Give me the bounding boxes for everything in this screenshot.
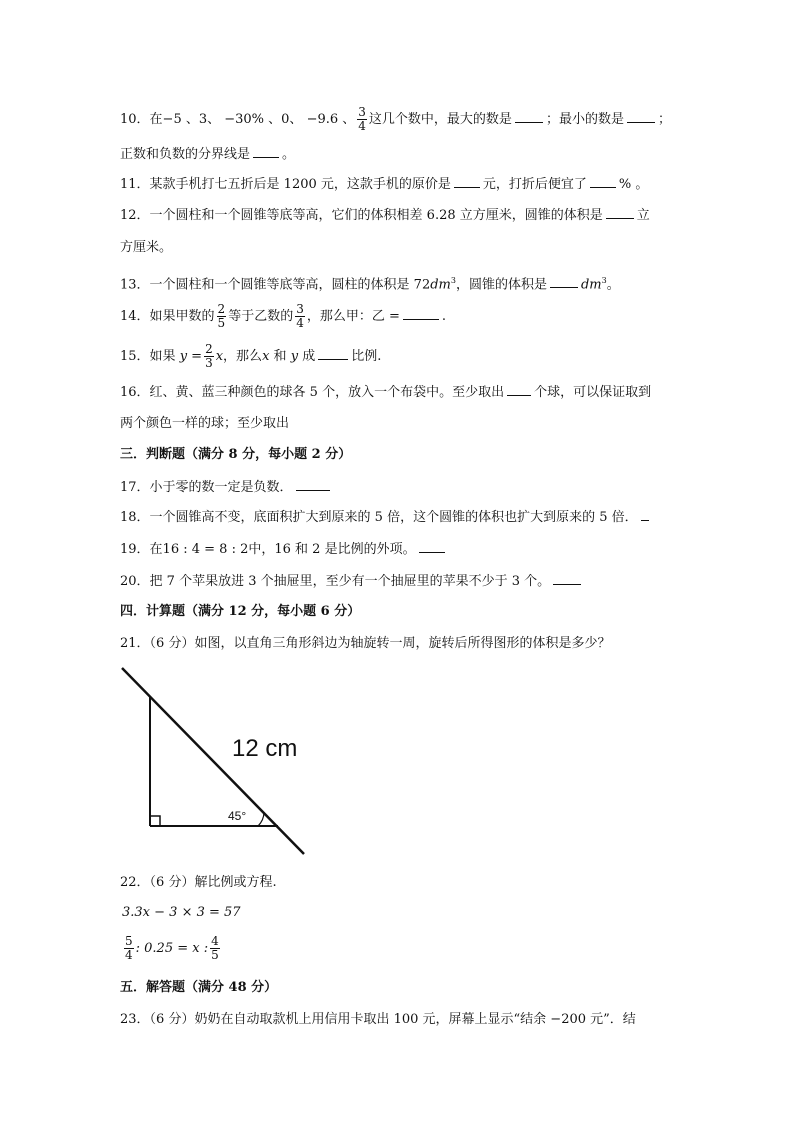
question-12: 12．一个圆柱和一个圆锥等底等高，它们的体积相差 6.28 立方厘米，圆锥的体积是 立 <box>120 208 650 223</box>
answer-blank[interactable] <box>550 275 578 288</box>
fraction: $\frac{5}{4}$ <box>125 934 133 962</box>
question-10-cont: 正数和负数的分界线是 。 <box>120 147 296 162</box>
answer-blank[interactable] <box>507 383 531 396</box>
equation-2: $\frac{5}{4}$ : 0.25 = x : $\frac{4}{5}$ <box>125 934 219 962</box>
answer-blank[interactable] <box>296 478 330 491</box>
right-triangle-figure <box>118 664 318 860</box>
answer-blank[interactable] <box>590 175 616 188</box>
fraction: $\frac{3}{4}$ <box>358 105 366 133</box>
question-16-cont: 两个颜色一样的球；至少取出 <box>120 416 290 431</box>
angle-label: 45° <box>228 809 247 823</box>
question-12-cont: 方厘米。 <box>120 240 173 255</box>
answer-blank[interactable] <box>253 145 279 158</box>
section-heading: 五．解答题（满分 48 分） <box>120 980 278 995</box>
fraction: $\frac{3}{4}$ <box>296 302 304 330</box>
fraction: $\frac{2}{5}$ <box>217 302 226 330</box>
length-label: 12 cm <box>232 735 298 762</box>
question-17: 17．小于零的数一定是负数． <box>120 478 333 498</box>
question-11: 11．某款手机打七五折后是 1200 元，这款手机的原价是 元，打折后便宜了 % 。 <box>120 177 649 192</box>
equation-1: 3.3x − 3 × 3 = 57 <box>122 905 241 920</box>
answer-blank[interactable] <box>454 175 480 188</box>
question-21: 21．（6 分）如图，以直角三角形斜边为轴旋转一周，旋转后所得图形的体积是多少？ <box>120 636 611 651</box>
question-10: 10．在−5 、3、 −30% 、0、 −9.6 、 $\frac{3}{4}$ 这几个数中，最大的数是 ；最小的数是 ； <box>120 105 671 133</box>
question-23: 23．（6 分）奶奶在自动取款机上用信用卡取出 100 元，屏幕上显示“结余 −200 元”．结 <box>120 1012 636 1027</box>
section-heading: 四．计算题（满分 12 分，每小题 6 分） <box>120 604 361 619</box>
question-18: 18．一个圆锥高不变，底面积扩大到原来的 5 倍，这个圆锥的体积也扩大到原来的 5 倍． <box>120 508 652 528</box>
answer-blank[interactable] <box>606 206 634 219</box>
question-20: 20．把 7 个苹果放进 3 个抽屉里，至少有一个抽屉里的苹果不少于 3 个。 <box>120 572 584 592</box>
answer-blank[interactable] <box>553 572 581 585</box>
answer-blank[interactable] <box>515 110 543 123</box>
angle-arc <box>258 812 264 826</box>
fraction: $\frac{4}{5}$ <box>211 934 219 962</box>
question-16: 16．红、黄、蓝三种颜色的球各 5 个，放入一个布袋中。至少取出 个球，可以保证取到 <box>120 385 652 400</box>
section-heading: 三．判断题（满分 8 分，每小题 2 分） <box>120 447 352 462</box>
question-19: 19．在16 : 4 = 8 : 2中，16 和 2 是比例的外项。 <box>120 540 448 560</box>
fraction: $\frac{2}{3}$ <box>205 342 213 370</box>
answer-blank[interactable] <box>627 110 655 123</box>
right-angle-mark <box>150 816 160 826</box>
answer-blank[interactable] <box>419 540 445 553</box>
question-14: 14．如果甲数的 $\frac{2}{5}$ 等于乙数的 $\frac{3}{4}$ ，那么甲：乙 = . <box>120 302 447 330</box>
answer-blank[interactable] <box>318 347 348 360</box>
answer-blank[interactable] <box>403 307 439 320</box>
question-13: 13．一个圆柱和一个圆锥等底等高，圆柱的体积是 $72dm^3$，圆锥的体积是 $dm^3$。 <box>120 276 620 293</box>
question-15: 15．如果 y = $\frac{2}{3}$ x，那么x 和 y 成 比例. <box>120 342 382 370</box>
answer-blank[interactable] <box>641 508 649 521</box>
question-22: 22．（6 分）解比例或方程. <box>120 875 277 890</box>
